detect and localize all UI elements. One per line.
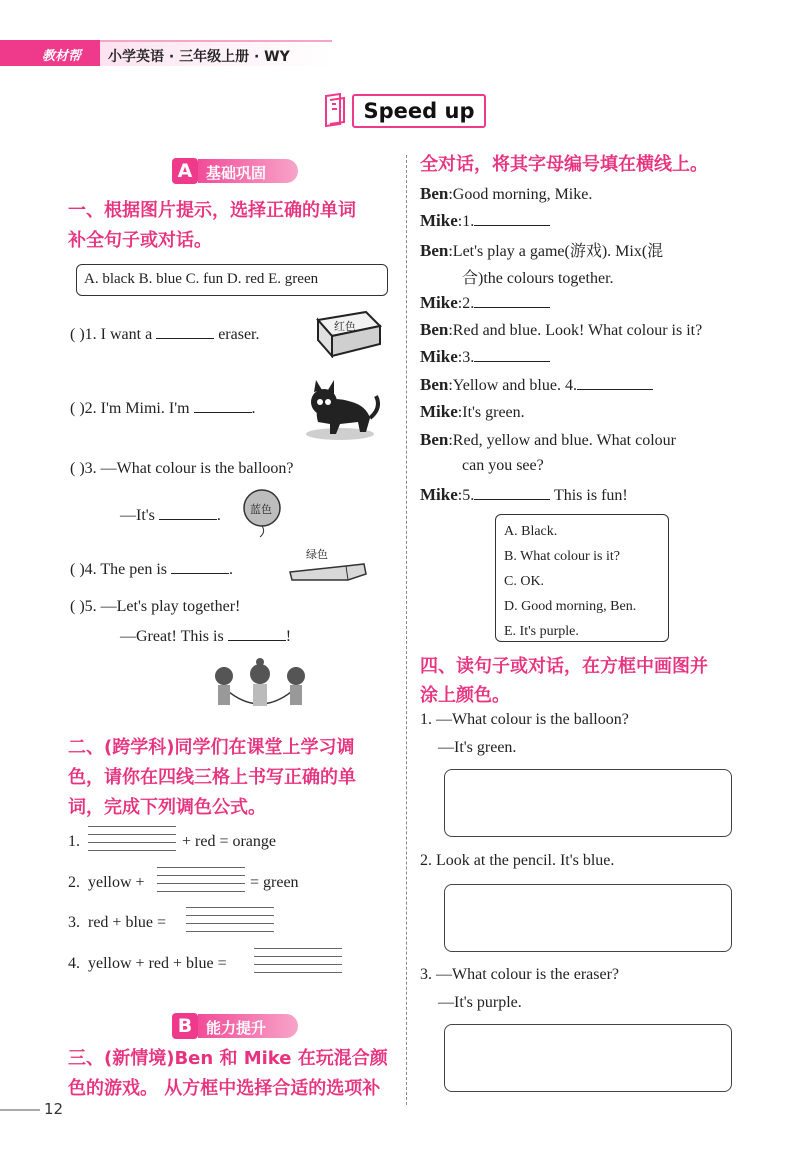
dialogue-text: It's green. <box>462 404 525 421</box>
dialogue-text: 1. <box>462 213 475 230</box>
header-tag: 教材帮 <box>0 40 100 66</box>
answer-blank[interactable] <box>474 348 550 362</box>
speaker-ben: Ben <box>420 241 449 260</box>
answer-blank[interactable] <box>159 506 217 520</box>
section-b-letter: B <box>172 1013 198 1039</box>
q2-item-4-formula: yellow + red + blue = <box>88 955 227 972</box>
q4-item-3-line1: 3. —What colour is the eraser? <box>420 966 620 983</box>
kids-jump-rope-picture <box>208 656 312 718</box>
dialogue-text: Let's play a game(游戏). Mix(混 <box>452 243 664 260</box>
q2-item-2-formula-end: = green <box>250 874 299 891</box>
section-a-title: 基础巩固 <box>198 159 298 183</box>
black-cat-picture <box>300 378 386 442</box>
red-eraser-picture <box>312 306 384 358</box>
q4-item-3-line2: —It's purple. <box>438 994 522 1011</box>
q1-item-5: ( )5. —Let's play together! <box>70 598 241 615</box>
answer-blank[interactable] <box>474 486 550 500</box>
choice-b: B. What colour is it? <box>504 549 620 564</box>
dialogue-text: 5. <box>462 487 475 504</box>
answer-blank[interactable] <box>228 627 286 641</box>
footer-line <box>0 1109 40 1111</box>
q2-item-1-writing-lines[interactable] <box>88 826 176 852</box>
q1-item-2-tail: . <box>251 400 256 417</box>
speaker-mike: Mike <box>420 293 458 312</box>
q1-heading-line1: 一、根据图片提示，选择正确的单词 <box>68 200 356 221</box>
q1-item-3-answer <box>120 506 221 525</box>
dialogue-line-10: Mike:5. This is fun! <box>420 485 628 504</box>
q1-item-3: ( )3. —What colour is the balloon? <box>70 460 294 477</box>
speaker-ben: Ben <box>420 375 449 394</box>
speaker-mike: Mike <box>420 211 458 230</box>
q4-item-2-line1: 2. Look at the pencil. It's blue. <box>420 852 615 869</box>
q1-item-1-text: ( )1. I want a <box>70 326 157 343</box>
q2-item-4-num: 4. <box>68 955 80 972</box>
dialogue-line-9-cont: can you see? <box>462 457 544 474</box>
answer-blank[interactable] <box>577 376 653 390</box>
speaker-ben: Ben <box>420 184 449 203</box>
dialogue-line-2: Mike:1. <box>420 211 550 231</box>
choice-e: E. It's purple. <box>504 624 579 639</box>
speaker-mike: Mike <box>420 402 458 421</box>
dialogue-tail: This is fun! <box>553 487 628 504</box>
section-b-title: 能力提升 <box>198 1014 298 1038</box>
choice-c: C. OK. <box>504 574 545 589</box>
speaker-ben: Ben <box>420 320 449 339</box>
dialogue-line-4: Mike:2. <box>420 293 550 313</box>
dialogue-line-3: Ben:Let's play a game(游戏). Mix(混 <box>420 241 664 260</box>
q4-item-1-line1: 1. —What colour is the balloon? <box>420 711 629 728</box>
q4-heading-line1: 四、读句子或对话，在方框中画图并 <box>420 656 708 677</box>
speed-up-icon <box>322 92 348 128</box>
q2-item-2-writing-lines[interactable] <box>157 867 245 893</box>
dialogue-text: Good morning, Mike. <box>452 186 593 203</box>
dialogue-line-7: Ben:Yellow and blue. 4. <box>420 375 653 395</box>
answer-blank[interactable] <box>194 399 252 413</box>
q2-item-3-num: 3. <box>68 914 80 931</box>
answer-blank[interactable] <box>171 560 229 574</box>
q4-item-1-line2: —It's green. <box>438 739 517 756</box>
q3-choices-box <box>495 514 669 642</box>
q2-item-2-num: 2. <box>68 874 80 891</box>
q3-heading-line3: 全对话，将其字母编号填在横线上。 <box>420 154 708 175</box>
speaker-mike: Mike <box>420 485 458 504</box>
q3-heading-line2: 色的游戏。 从方框中选择合适的选项补 <box>68 1078 381 1099</box>
q1-item-1 <box>70 325 260 344</box>
dialogue-text: Red and blue. Look! What colour is it? <box>452 322 703 339</box>
dialogue-text: 2. <box>462 295 475 312</box>
q1-item-3-answer-text: —It's <box>120 507 159 524</box>
dialogue-text: Yellow and blue. 4. <box>452 377 577 394</box>
dialogue-line-1: Ben:Good morning, Mike. <box>420 184 593 203</box>
pen-hint-label: 绿色 <box>306 548 328 561</box>
q1-item-4-tail: . <box>229 561 234 578</box>
q1-item-4-text: ( )4. The pen is <box>70 561 172 578</box>
speaker-mike: Mike <box>420 347 458 366</box>
page-number: 12 <box>44 1100 64 1118</box>
green-pen-picture <box>286 546 372 586</box>
q4-item-2-draw-box[interactable] <box>444 884 732 952</box>
q2-item-2-formula-start: yellow + <box>88 874 145 891</box>
q2-item-4-writing-lines[interactable] <box>254 948 342 974</box>
q1-item-3-answer-tail: . <box>216 507 221 524</box>
dialogue-line-6: Mike:3. <box>420 347 550 367</box>
q1-item-5-answer-text: —Great! This is <box>120 628 228 645</box>
q3-heading-line1: 三、(新情境)Ben 和 Mike 在玩混合颜 <box>68 1048 388 1069</box>
q4-item-3-draw-box[interactable] <box>444 1024 732 1092</box>
dialogue-line-8: Mike:It's green. <box>420 402 525 421</box>
q1-item-2 <box>70 399 256 418</box>
q4-item-1-draw-box[interactable] <box>444 769 732 837</box>
section-a-letter: A <box>172 158 198 184</box>
q1-item-5-answer <box>120 627 291 646</box>
dialogue-line-3-cont: 合)the colours together. <box>462 270 614 287</box>
q1-options-box: A. black B. blue C. fun D. red E. green <box>76 264 388 296</box>
q2-item-3-formula: red + blue = <box>88 914 167 931</box>
q1-item-2-text: ( )2. I'm Mimi. I'm <box>70 400 194 417</box>
column-divider <box>406 155 407 1105</box>
dialogue-line-9: Ben:Red, yellow and blue. What colour <box>420 430 676 449</box>
q1-heading-line2: 补全句子或对话。 <box>68 230 212 251</box>
q2-heading-line3: 词，完成下列调色公式。 <box>68 797 266 818</box>
balloon-hint-label: 蓝色 <box>250 503 272 516</box>
dialogue-text: 3. <box>462 349 475 366</box>
dialogue-text: Red, yellow and blue. What colour <box>452 432 676 449</box>
answer-blank[interactable] <box>474 294 550 308</box>
q2-heading-line1: 二、(跨学科)同学们在课堂上学习调 <box>68 737 355 758</box>
answer-blank[interactable] <box>156 325 214 339</box>
q4-heading-line2: 涂上颜色。 <box>420 685 510 706</box>
q1-item-4 <box>70 560 233 579</box>
q1-item-5-answer-tail: ! <box>285 628 292 645</box>
q2-item-3-writing-lines[interactable] <box>186 907 274 933</box>
speaker-ben: Ben <box>420 430 449 449</box>
choice-d: D. Good morning, Ben. <box>504 599 637 614</box>
choice-a: A. Black. <box>504 524 558 539</box>
q2-heading-line2: 色，请你在四线三格上书写正确的单 <box>68 767 356 788</box>
q2-item-1-formula: + red = orange <box>182 833 277 850</box>
eraser-hint-label: 红色 <box>334 320 356 333</box>
dialogue-line-5: Ben:Red and blue. Look! What colour is it? <box>420 320 703 339</box>
blue-balloon-picture <box>240 488 284 538</box>
speed-up-title: Speed up <box>352 94 486 128</box>
q2-item-1-num: 1. <box>68 833 80 850</box>
answer-blank[interactable] <box>474 212 550 226</box>
header-title: 小学英语 · 三年级上册 · WY <box>108 49 290 65</box>
q1-item-1-tail: eraser. <box>214 326 260 343</box>
